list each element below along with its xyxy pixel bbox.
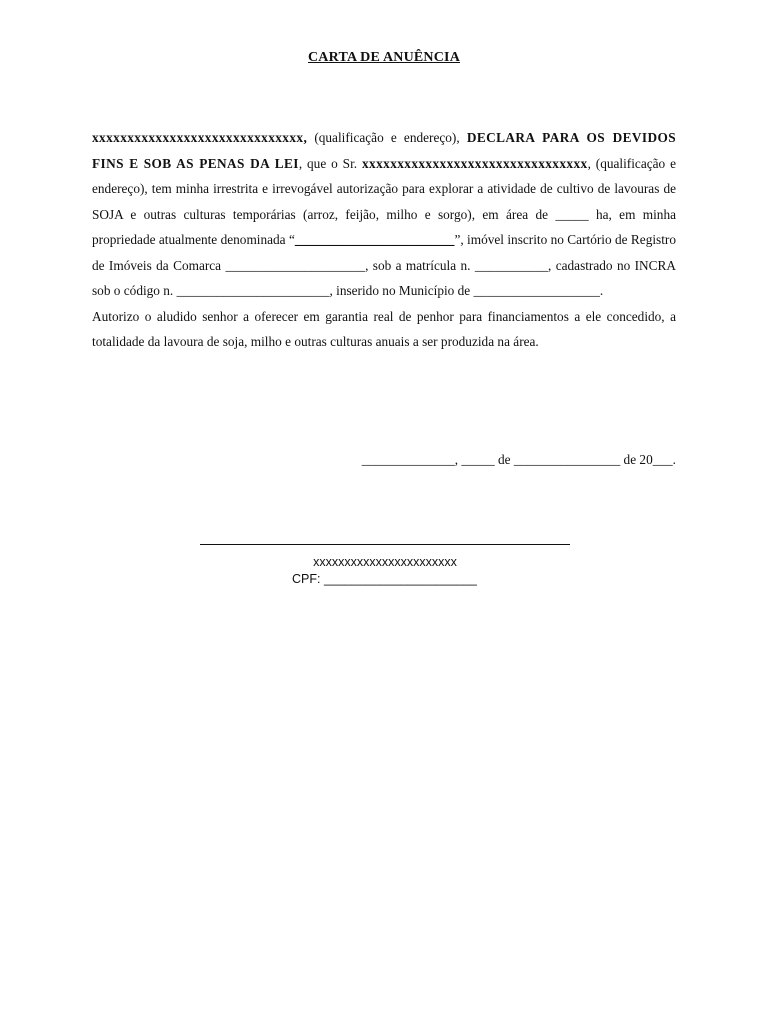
date-line: ______________, _____ de ________________ de 20___. xyxy=(361,452,676,467)
registry-text: ”, imóvel inscrito no Cartório de Registro de Imóveis da Comarca _____________________, sob a matrícula n. ___________, cadastrado no INCRA sob o código n. _______________________, inserido no Município de ___________________. xyxy=(92,232,676,298)
signatory-cpf: CPF: ______________________ xyxy=(292,572,477,586)
declarant-qualification: (qualificação e endereço), xyxy=(307,130,467,145)
declaration-paragraph xyxy=(92,125,676,304)
beneficiary-name: xxxxxxxxxxxxxxxxxxxxxxxxxxxxxxxx xyxy=(362,155,588,171)
authorization-text: , (qualificação e endereço), tem minha irrestrita e irrevogável autorização para explorar a atividade de cultivo de lavouras de SOJA e outras culturas temporárias (arroz, feijão, milho e sorgo), em área de _____ ha, em minha propriedade atualmente denominada “ xyxy=(92,155,676,247)
signatory-name: xxxxxxxxxxxxxxxxxxxxxxx xyxy=(313,555,457,569)
declarant-name: xxxxxxxxxxxxxxxxxxxxxxxxxxxxxx, xyxy=(92,130,308,145)
document-title: CARTA DE ANUÊNCIA xyxy=(308,50,460,65)
guarantee-paragraph: Autorizo o aludido senhor a oferecer em garantia real de penhor para financiamentos a ele concedido, a totalidade da lavoura de soja, milho e outras culturas anuais a ser produzida na área. xyxy=(92,308,676,349)
property-name-blank: ________________________ xyxy=(294,232,455,247)
declaration-text: , que o Sr. xyxy=(298,155,362,171)
declaration-clause: DECLARA PARA OS DEVIDOS FINS E SOB AS PENAS DA LEI xyxy=(92,130,677,171)
document-body xyxy=(92,125,676,355)
signature-line xyxy=(200,544,570,545)
